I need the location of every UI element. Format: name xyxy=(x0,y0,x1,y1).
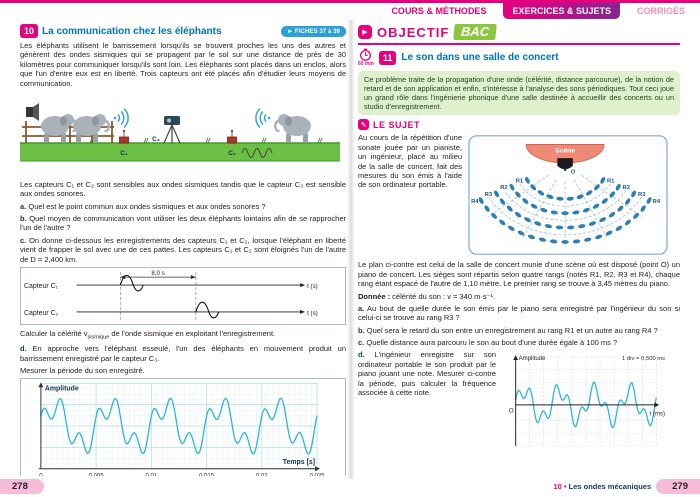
elephant-free xyxy=(275,114,311,143)
question-b: b. Quel sera le retard du son entre un enregistrement au rang R1 et un autre au rang R4 ? xyxy=(358,325,658,335)
page-number-right: 279 xyxy=(656,479,700,494)
svg-text:0,015 xyxy=(199,474,215,476)
tab-cours-methodes: COURS & MÉTHODES xyxy=(391,6,487,16)
exercise-title: Le son dans une salle de concert xyxy=(401,52,559,63)
tab-corriges: CORRIGÉS xyxy=(636,6,685,16)
loudspeaker-icon xyxy=(26,103,39,121)
objectif-bac-header xyxy=(358,24,680,45)
sound-waves-icon xyxy=(256,108,270,127)
pencil-icon: ✎ xyxy=(358,119,369,130)
note-waveform-chart xyxy=(502,350,668,450)
recorder-tripod-icon xyxy=(164,116,180,143)
le-sujet-header xyxy=(358,119,680,130)
tab-exercices-sujets: EXERCICES & SUJETS xyxy=(503,3,620,19)
svg-text:R2: R2 xyxy=(622,185,630,192)
concert-hall-plan xyxy=(468,133,668,257)
page-gutter xyxy=(347,20,355,479)
book-section-tabs xyxy=(382,3,694,19)
pulse-c1 xyxy=(120,275,143,291)
chapter-label: 10 • Les ondes mécaniques xyxy=(553,482,652,491)
amplitude-label: Amplitude xyxy=(44,385,79,393)
exercise-11-title-row xyxy=(358,48,680,67)
sensor-c3-label: C₃ xyxy=(152,135,160,143)
question-c: c. Quelle distance aura parcouru le son au bout d'une durée égale à 100 ms ? xyxy=(358,338,618,348)
exercise-10-title-row xyxy=(20,24,346,38)
svg-text:R2: R2 xyxy=(500,185,508,192)
fiches-badge: ► FICHES 37 à 39 xyxy=(281,26,346,37)
svg-text:R4: R4 xyxy=(471,199,479,206)
intro-green-box: Ce problème traite de la propagation d'une onde (célérité, distance parcourue), de la notion de retard et de son application et enfin, s'intéresse à l'analyse des sons périodiques. Tout ceci joue un grand rôle dans l'ingénierie phonique d'une salle destinée à accueillir des concerts ou un studio d'enregistrement. xyxy=(358,71,680,115)
question-c: c. On donne ci-dessous les enregistrements des capteurs C₁ et C₂, lorsque l'éléphant en liberté vient de frapper le sol avec une de ces pattes. Les capteurs C₁ et C₂ sont éloignés l'un de l'autre de D = 2,400 km. xyxy=(20,235,346,264)
sensors-paragraph: Les capteurs C₁ et C₂ sont sensibles aux ondes sismiques tandis que le capteur C₃ est sensible aux ondes sonores. xyxy=(20,179,346,199)
question-a: a. Quel est le point commun aux ondes sismiques et aux ondes sonores ? xyxy=(20,201,266,211)
point-o-label: O xyxy=(570,170,576,177)
ground xyxy=(20,143,340,161)
origin-label: O xyxy=(508,409,514,416)
timer-icon xyxy=(359,48,372,61)
right-page xyxy=(358,24,680,476)
footer-right xyxy=(553,479,700,494)
le-sujet-label: LE SUJET xyxy=(373,119,421,130)
axis-t1: t (s) xyxy=(307,282,318,290)
sensor-c2-label: C₂ xyxy=(228,149,236,157)
exercise-title: La communication chez les éléphants xyxy=(42,25,222,37)
elephant xyxy=(73,114,109,143)
paragraph-2: Le plan ci-contre est celui de la salle de concert munie d'une scène où est disposé (point O) un piano de concert. Les sièges sont répartis selon quatre rangs (notés R1, R2, R3 et R4), chaque rang étant espacé de l'autre de 1,10 mètre. Le premier rang se trouve à 3,45 mètres du piano. xyxy=(358,260,680,289)
timer xyxy=(358,48,374,67)
svg-text:0,005 xyxy=(89,474,105,476)
capteur-c1-label: Capteur C₁ xyxy=(23,282,58,290)
exercise-number-badge: 10 xyxy=(20,24,38,38)
question-d-row xyxy=(358,350,680,450)
intro-paragraph: Les éléphants utilisent le barrissement lorsqu'ils se trouvent proches les uns des autres et génèrent des ondes sismiques qui se propagent par le sol sur une distance de près de 30 kilomètres pour communiquer lorsqu'ils sont loin. Les éléphants sont placés dans un enclos, alors que l'un d'entre eux est en liberté. Trois capteurs ont été placés afin d'étudier leurs moyens de communication. xyxy=(20,41,346,88)
svg-text:R3: R3 xyxy=(638,192,646,199)
axis-t2: t (s) xyxy=(307,309,318,317)
exercise-number-badge: 11 xyxy=(379,51,397,65)
piano-icon xyxy=(557,159,573,170)
question-a: a. Au bout de quelle durée le son émis par le piano sera enregistré par l'ingénieur du son si celui-ci se trouve au rang R3 ? xyxy=(358,303,680,323)
t-ms-label: t (ms) xyxy=(649,412,666,419)
svg-text:R1: R1 xyxy=(606,178,615,185)
pulse-c2 xyxy=(196,302,219,318)
delay-label: 8,0 s xyxy=(151,270,165,278)
elephants-illustration xyxy=(20,91,340,175)
svg-text:R1: R1 xyxy=(515,178,524,185)
svg-text:R4: R4 xyxy=(652,199,661,206)
elephant xyxy=(41,114,77,143)
svg-text:0,01 xyxy=(146,474,158,476)
question-c-calc: Calculer la célérité $v_{sismique}$ de l'onde sismique en exploitant l'enregistrement. xyxy=(20,328,276,341)
paragraph-1: Au cours de la répétition d'une sonate jouée par un pianiste, un ingénieur, placé au milieu de la salle de concert, fait des mesures du son émis à l'aide de son ordinateur portable. xyxy=(358,133,462,190)
donnee-line: Donnée : célérité du son : v = 340 m·s⁻¹. xyxy=(358,291,496,301)
barrissement-waveform-chart xyxy=(20,378,346,476)
svg-text:0 xyxy=(39,474,43,476)
question-d: d. L'ingénieur enregistre sur son ordinateur portable le son produit par le piano jouant une note. Mesurer ci-contre la période, puis calculer la fréquence associée à cette note. xyxy=(358,350,496,397)
question-d: d. En approche vers l'éléphant esseulé, l'un des éléphants en mouvement produit un barrissement enregistré par le capteur C₃. xyxy=(20,344,346,363)
duration-label: 60 min xyxy=(358,61,374,67)
sujet-columns xyxy=(358,133,680,257)
objectif-label: OBJECTIF xyxy=(377,24,450,40)
sensor-c2-icon xyxy=(228,130,237,143)
question-d2: Mesurer la période du son enregistré. xyxy=(20,366,145,375)
sensor-recordings-chart xyxy=(20,267,346,325)
svg-text:0,025 xyxy=(310,474,325,476)
left-page xyxy=(20,24,346,476)
temps-label: Temps [s] xyxy=(282,459,316,467)
play-icon: ▶ xyxy=(358,25,372,39)
page-number-left: 278 xyxy=(0,479,44,494)
amplitude-label: Amplitude xyxy=(518,356,546,363)
sensor-c1-icon xyxy=(120,130,129,143)
sensor-c1-label: C₁ xyxy=(120,149,128,157)
capteur-c2-label: Capteur C₂ xyxy=(23,309,59,317)
stage-label: Scène xyxy=(555,147,576,155)
svg-text:0,02 xyxy=(256,474,268,476)
question-b: b. Quel moyen de communication vont utiliser les deux éléphants lointains afin de se rapprocher l'un de l'autre ? xyxy=(20,214,346,233)
div-label: 1 div = 0,500 ms xyxy=(622,356,666,363)
bac-badge: BAC xyxy=(453,24,497,40)
svg-text:R3: R3 xyxy=(484,192,493,199)
sound-waves-icon xyxy=(114,108,128,127)
